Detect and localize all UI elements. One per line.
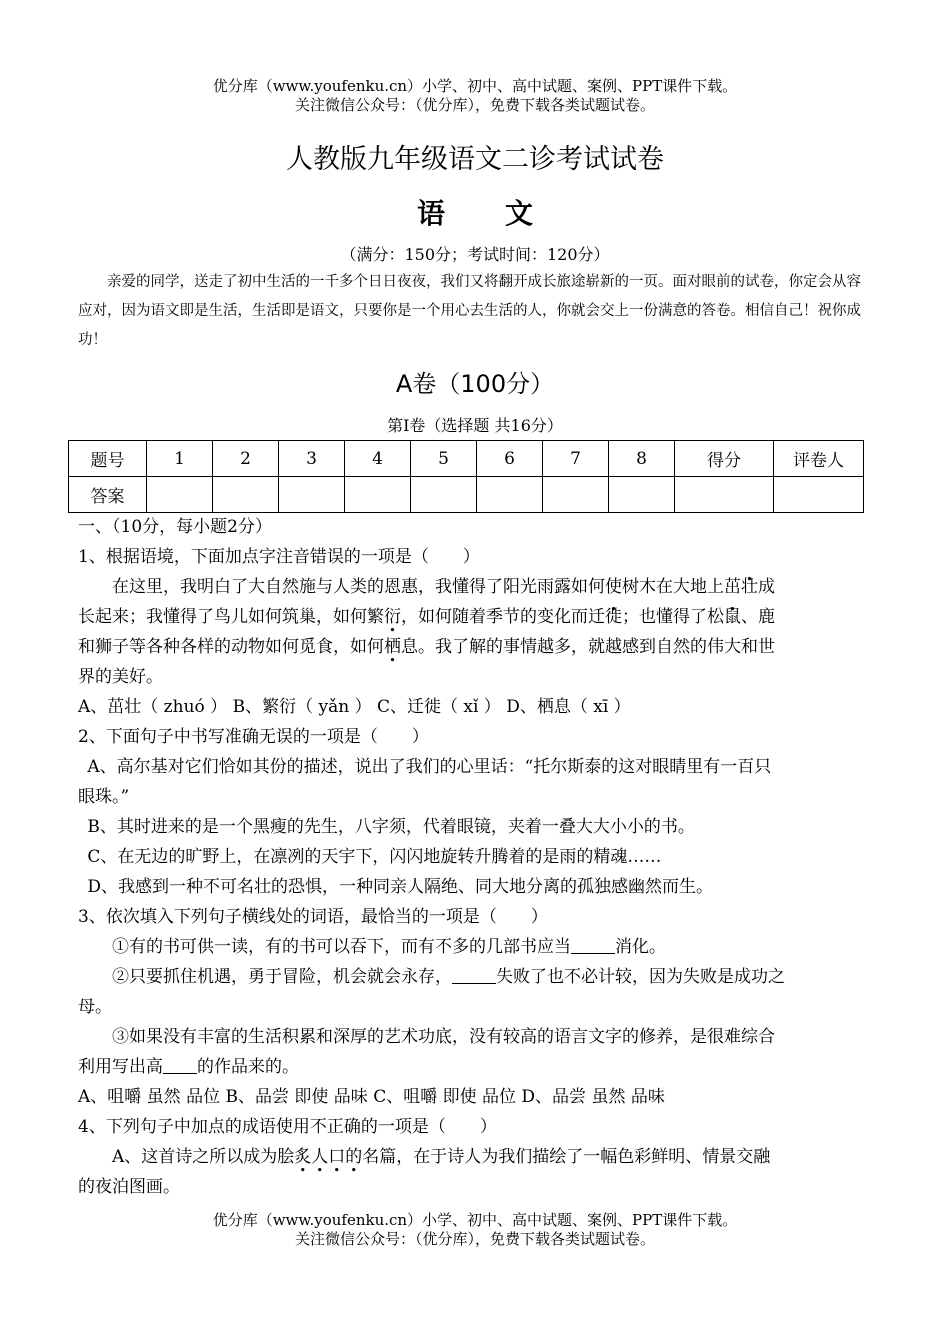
section-heading: 第Ⅰ卷（选择题 共16分） xyxy=(387,416,563,435)
q2-stem: 2、下面句子中书写准确无误的一项是（ ） xyxy=(78,727,429,747)
q1-passage-line: 界的美好。 xyxy=(78,667,163,687)
q1-passage-line xyxy=(78,632,874,662)
answer-cell[interactable] xyxy=(213,477,279,513)
q3-sentence-3-cont xyxy=(78,1052,874,1082)
text: ，如何随着季节的变化而迁 xyxy=(401,607,605,627)
q2-option-a-cont: 眼珠。” xyxy=(78,787,130,807)
dotted-char: 口 xyxy=(328,1147,346,1167)
intro-paragraph: 亲爱的同学，送走了初中生活的一千多个日日夜夜，我们又将翻开成长旅途崭新的一页。面对眼前的试卷，你定会从容应对，因为语文即是生活，生活即是语文，只要你是一个用心去生活的人，你就会交上一份满意的答卷。相信自己！祝你成功！ xyxy=(78,274,861,348)
part-a-heading: A卷（100分） xyxy=(395,370,555,398)
q3-sentence-1 xyxy=(78,932,874,962)
text: 息。我了解的事情越多，就越感到自然的伟大和世 xyxy=(401,637,775,657)
q4-option-a-cont: 的夜泊图画。 xyxy=(78,1177,180,1197)
answer-table-answer-row xyxy=(69,477,864,513)
q3-sentence-3: ③如果没有丰富的生活积累和深厚的艺术功底，没有较高的语言文字的修养，是很难综合 xyxy=(112,1027,775,1047)
fill-blank[interactable] xyxy=(452,966,496,984)
dotted-char: 脍 xyxy=(277,1147,295,1167)
text: 壮成 xyxy=(741,577,775,597)
table-cell: 题号 xyxy=(69,441,147,477)
text: 失败了也不必计较，因为失败是成功之 xyxy=(496,967,785,987)
dotted-char: 炙 xyxy=(294,1147,312,1167)
fill-blank[interactable] xyxy=(571,936,615,954)
header-line-2: 关注微信公众号：（优分库），免费下载各类试题试卷。 xyxy=(294,96,655,114)
score-cell[interactable] xyxy=(675,477,774,513)
table-cell: 答案 xyxy=(69,477,147,513)
dotted-char: 衍 xyxy=(384,607,401,627)
questions-body xyxy=(78,512,874,1202)
answer-table-header-row xyxy=(69,441,864,477)
dotted-char: 栖 xyxy=(384,637,401,657)
q2-option-c: C、在无边的旷野上，在凛冽的天宇下，闪闪地旋转升腾着的是雨的精魂…… xyxy=(87,847,662,867)
dotted-char: 徙 . xyxy=(605,607,622,627)
exam-meta: （满分：150分；考试时间：120分） xyxy=(340,245,610,264)
answer-cell[interactable] xyxy=(279,477,345,513)
dotted-char: 人 xyxy=(311,1147,329,1167)
text: 、鹿 xyxy=(741,607,775,627)
q2-option-d: D、我感到一种不可名壮的恐惧，一种同亲人隔绝、同大地分离的孤独感幽然而生。 xyxy=(87,877,713,897)
table-cell: 3 xyxy=(279,441,345,477)
q3-sentence-2-cont: 母。 xyxy=(78,997,112,1017)
text: 利用写出高 xyxy=(78,1057,163,1077)
q3-sentence-2 xyxy=(78,962,874,992)
subject-heading: 语文 xyxy=(416,197,593,230)
table-cell: 4 xyxy=(345,441,411,477)
dotted-char: 茁 . xyxy=(724,577,741,597)
answer-cell[interactable] xyxy=(147,477,213,513)
q2-option-a: A、高尔基对它们恰如其份的描述，说出了我们的心里话：“托尔斯泰的这对眼睛里有一百只 xyxy=(87,757,772,777)
text: 的名篇，在于诗人为我们描绘了一幅色彩鲜明、情景交融 xyxy=(345,1147,771,1167)
footer-line-2: 关注微信公众号：（优分库），免费下载各类试题试卷。 xyxy=(294,1230,655,1248)
text: ①有的书可供一读，有的书可以吞下，而有不多的几部书应当 xyxy=(112,937,571,957)
q4-option-a xyxy=(78,1142,874,1172)
exam-title: 人教版九年级语文二诊考试试卷 xyxy=(286,144,664,175)
text: 在这里，我明白了大自然施与人类的恩惠，我懂得了阳光雨露如何使树木在大地上 xyxy=(112,577,724,597)
text: ②只要抓住机遇，勇于冒险，机会就会永存， xyxy=(112,967,452,987)
header-line-1: 优分库（www.youfenku.cn）小学、初中、高中试题、案例、PPT课件下载。 xyxy=(212,77,738,95)
table-cell: 8 xyxy=(609,441,675,477)
text: 和狮子等各种各样的动物如何觅食，如何 xyxy=(78,637,384,657)
text: ；也懂得了松 xyxy=(622,607,724,627)
text: 消化。 xyxy=(615,937,666,957)
grader-cell[interactable] xyxy=(774,477,864,513)
table-cell: 1 xyxy=(147,441,213,477)
fill-blank[interactable] xyxy=(163,1056,197,1074)
q3-stem: 3、依次填入下列句子横线处的词语，最恰当的一项是（ ） xyxy=(78,907,548,927)
table-cell: 5 xyxy=(411,441,477,477)
table-cell: 评卷人 xyxy=(774,441,864,477)
footer-line-1: 优分库（www.youfenku.cn）小学、初中、高中试题、案例、PPT课件下载。 xyxy=(212,1211,738,1229)
table-cell: 2 xyxy=(213,441,279,477)
q3-options: A、咀嚼 虽然 品位 B、品尝 即使 品味 C、咀嚼 即使 品位 D、品尝 虽然 品味 xyxy=(78,1087,665,1107)
table-cell: 得分 xyxy=(675,441,774,477)
table-cell: 7 xyxy=(543,441,609,477)
answer-cell[interactable] xyxy=(477,477,543,513)
header xyxy=(0,77,950,115)
dotted-char: 鼠 . xyxy=(724,607,741,627)
answer-cell[interactable] xyxy=(609,477,675,513)
q1-options: A、茁壮（ zhuó ） B、繁衍（ yǎn ） C、迁徙（ xǐ ） D、栖息（ xī ） xyxy=(78,697,631,717)
answer-cell[interactable] xyxy=(345,477,411,513)
q4-stem: 4、下列句子中加点的成语使用不正确的一项是（ ） xyxy=(78,1117,497,1137)
q1-passage-line xyxy=(78,572,874,602)
text: A、这首诗之所以成为 xyxy=(112,1147,278,1167)
answer-table xyxy=(68,440,864,513)
q2-option-b: B、其时进来的是一个黑瘦的先生，八字须，代着眼镜，夹着一叠大大小小的书。 xyxy=(87,817,695,837)
answer-cell[interactable] xyxy=(411,477,477,513)
footer xyxy=(0,1211,950,1249)
table-cell: 6 xyxy=(477,441,543,477)
text: 长起来；我懂得了鸟儿如何筑巢，如何繁 xyxy=(78,607,384,627)
text: 的作品来的。 xyxy=(197,1057,299,1077)
question-section-title: 一、（10分，每小题2分） xyxy=(78,517,272,537)
q1-passage-line xyxy=(78,602,874,632)
q1-stem: 1、根据语境，下面加点字注音错误的一项是（ ） xyxy=(78,547,480,567)
answer-cell[interactable] xyxy=(543,477,609,513)
